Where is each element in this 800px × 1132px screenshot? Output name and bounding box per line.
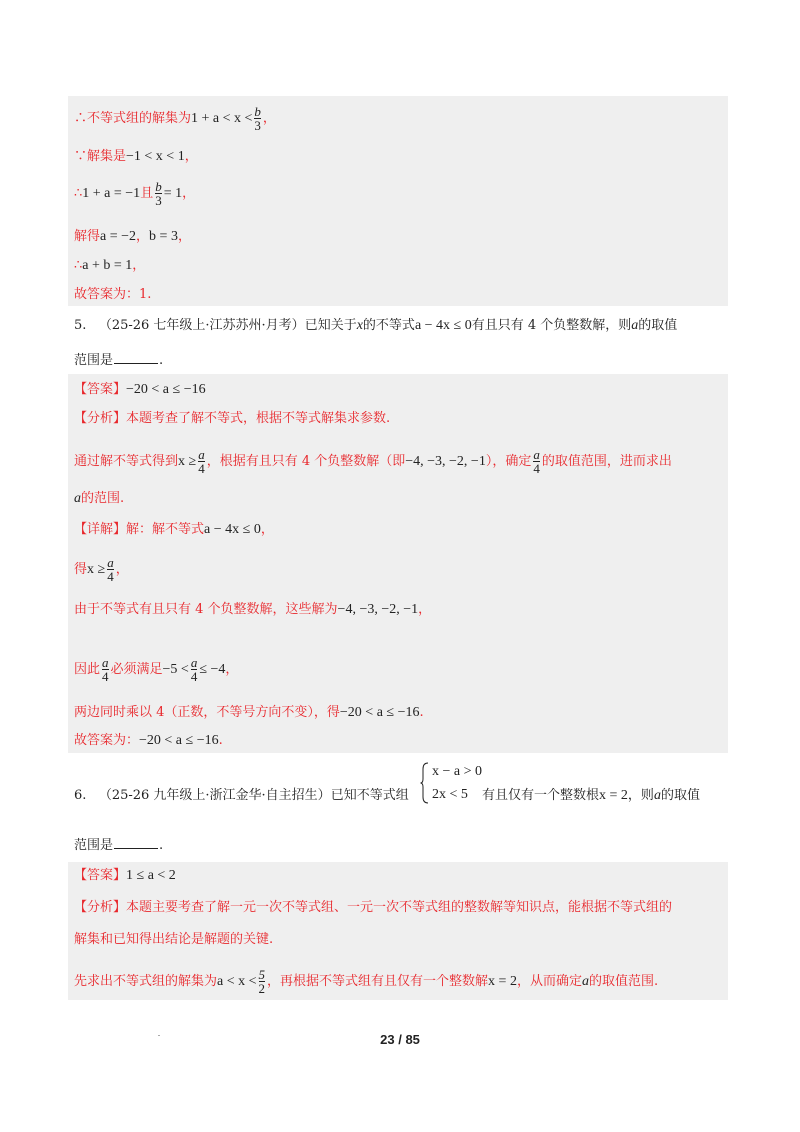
answer-blank (114, 838, 158, 849)
q4-line-solution-set: ∴不等式组的解集为1 + a < x < $\frac{b}{3}$ ， (74, 104, 276, 133)
q5-stem-line1: 5. （25-26 七年级上·江苏苏州·月考）已知关于x的不等式a − 4x ≤ 0有且只有 4 个负整数解，则a的取值 (74, 318, 678, 333)
q5-detail-3: 由于不等式有且只有 4 个负整数解，这些解为−4, −3, −2, −1， (74, 602, 432, 617)
q5-detail-1: 【详解】解：解不等式a − 4x ≤ 0， (74, 522, 274, 537)
q5-detail-6: 故答案为：−20 < a ≤ −16. (74, 733, 223, 748)
q4-line-equations: ∴1 + a = −1且 $\frac{b}{3}$ = 1， (74, 179, 196, 208)
q6-analysis-p1: 先求出不等式组的解集为a < x < $\frac{5}{2}$ ，再根据不等式组有且仅有一个整数解x = 2，从而确定a的取值范围. (74, 967, 659, 996)
q6-system-row2: 2x < 5 (432, 787, 468, 802)
q5-answer: 【答案】−20 < a ≤ −16 (74, 382, 206, 397)
q6-stem-line1-tail: 有且仅有一个整数根x = 2，则a的取值 (482, 788, 700, 803)
q4-line-sum: ∴a + b = 1， (74, 258, 146, 273)
q5-analysis-p2: a的范围. (74, 491, 125, 506)
system-brace (420, 762, 430, 804)
q5-detail-2: 得x ≥ $\frac{a}{4}$ ， (74, 555, 129, 584)
q6-stem-line1: 6. （25-26 九年级上·浙江金华·自主招生）已知不等式组 (74, 788, 409, 803)
q5-analysis: 【分析】本题考查了解不等式，根据不等式解集求参数. (74, 411, 391, 426)
q5-stem-line2: 范围是 . (74, 353, 164, 368)
q4-line-given: ∵解集是−1 < x < 1， (74, 149, 198, 164)
q5-detail-5: 两边同时乘以 4（正数，不等号方向不变），得−20 < a ≤ −16. (74, 705, 424, 720)
q6-analysis-1: 【分析】本题主要考查了解一元一次不等式组、一元一次不等式组的整数解等知识点，能根据不等式组的 (74, 900, 673, 915)
answer-blank (114, 353, 158, 364)
q4-line-solve: 解得a = −2，b = 3， (74, 229, 191, 244)
q5-analysis-p1: 通过解不等式得到x ≥ $\frac{a}{4}$ ，根据有且只有 4 个负整数解（即−4, −3, −2, −1），确定 $\frac{a}{4}$ 的取值范围，进而求出 (74, 447, 672, 476)
q6-system-row1: x − a > 0 (432, 764, 483, 779)
q5-detail-4: 因此 $\frac{a}{4}$ 必须满足−5 < $\frac{a}{4}$ ≤ −4， (74, 655, 239, 684)
page-number: 23 / 85 (380, 1032, 420, 1047)
solution-block-q5 (68, 374, 728, 753)
q6-answer: 【答案】1 ≤ a < 2 (74, 868, 176, 883)
q6-stem-line2: 范围是 . (74, 838, 164, 853)
q6-analysis-2: 解集和已知得出结论是解题的关键. (74, 932, 274, 947)
q4-line-answer: 故答案为：1. (74, 287, 152, 302)
